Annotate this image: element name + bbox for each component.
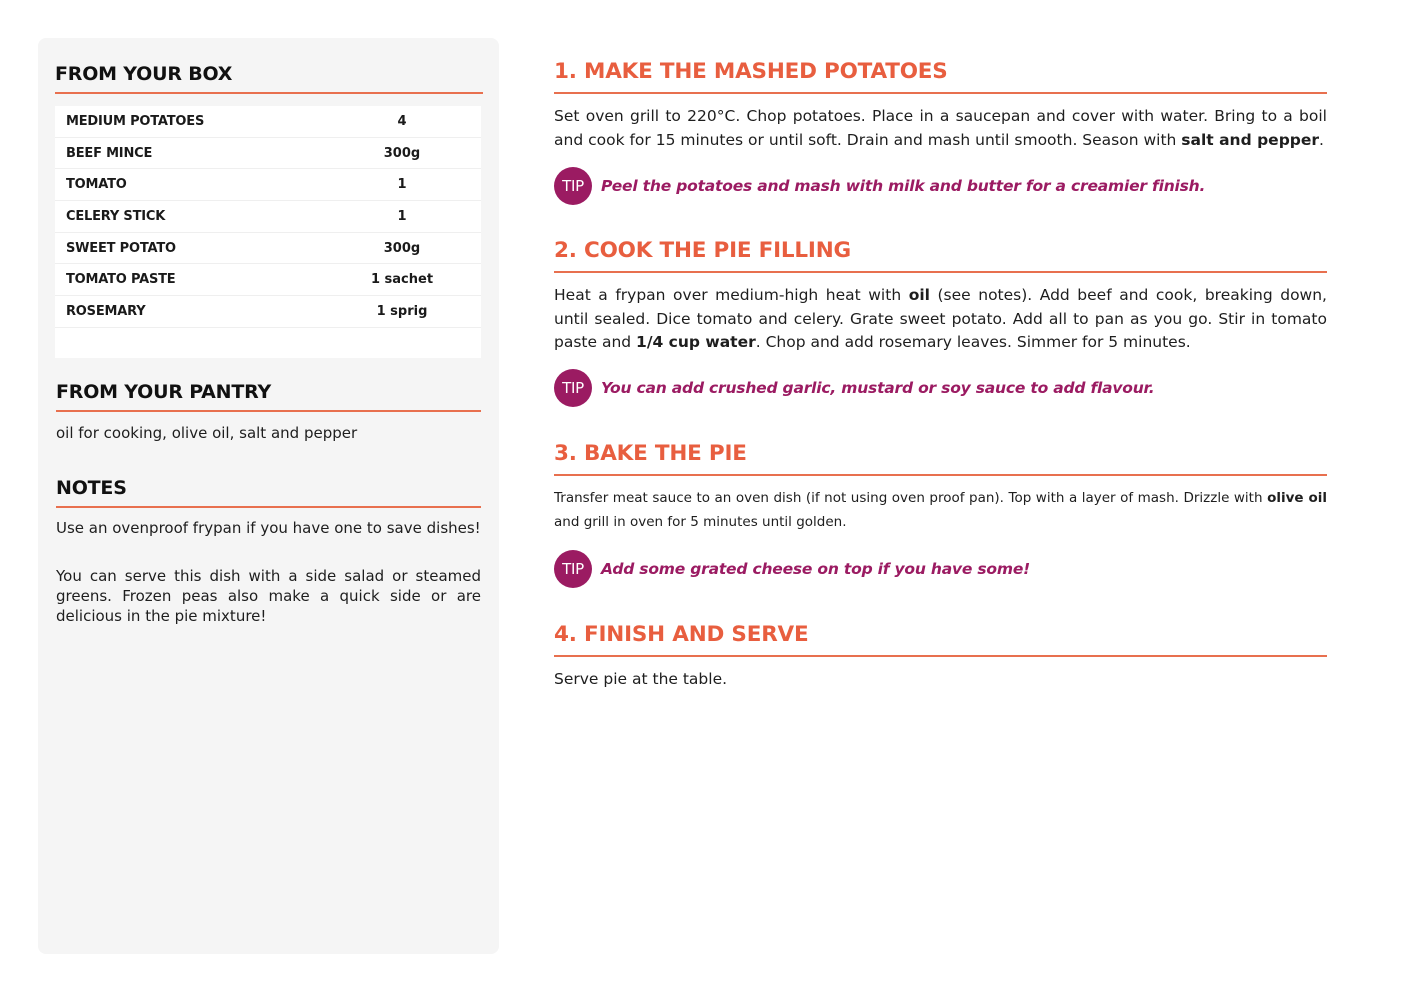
- tip-text: Add some grated cheese on top if you have some!: [601, 560, 1031, 578]
- step-2-title: 2. COOK THE PIE FILLING: [554, 238, 851, 263]
- note-paragraph: Use an ovenproof frypan if you have one to save dishes!: [56, 519, 481, 537]
- tip-badge: TIP: [554, 167, 592, 205]
- table-row: [55, 106, 481, 138]
- table-row: [55, 138, 481, 170]
- note-paragraph: You can serve this dish with a side salad or steamed greens. Frozen peas also make a quick side or are delicious in the pie mixture!: [56, 567, 481, 625]
- step-4-instructions: Serve pie at the table.: [554, 670, 728, 688]
- step-1-instructions: Set oven grill to 220°C. Chop potatoes. Place in a saucepan and cover with water. Bring to a boil and cook for 15 minutes or until soft. Drain and mash until smooth. Season with salt and pepper.: [554, 107, 1327, 149]
- table-row: [55, 264, 481, 296]
- heading-divider: [56, 506, 481, 508]
- tip-badge: TIP: [554, 550, 592, 588]
- from-your-pantry-heading: FROM YOUR PANTRY: [56, 381, 272, 403]
- step-divider: [554, 655, 1327, 657]
- table-row: [55, 233, 481, 265]
- ingredient-quantity: 300g: [383, 145, 421, 161]
- table-row: [55, 169, 481, 201]
- table-row: [55, 296, 481, 328]
- ingredient-name: TOMATO PASTE: [66, 272, 176, 288]
- ingredient-name: MEDIUM POTATOES: [66, 113, 205, 129]
- ingredient-name: CELERY STICK: [66, 208, 166, 224]
- tip-text: You can add crushed garlic, mustard or soy sauce to add flavour.: [601, 379, 1155, 397]
- tip-badge: TIP: [554, 369, 592, 407]
- step-divider: [554, 474, 1327, 476]
- heading-divider: [55, 92, 483, 94]
- ingredient-name: BEEF MINCE: [66, 145, 153, 161]
- tip-text: Peel the potatoes and mash with milk and butter for a creamier finish.: [601, 177, 1206, 195]
- step-3-instructions: Transfer meat sauce to an oven dish (if not using oven proof pan). Top with a layer of mash. Drizzle with olive oil and grill in oven for 5 minutes until golden.: [554, 490, 1328, 530]
- ingredient-name: TOMATO: [66, 177, 127, 193]
- step-1-tip: [554, 167, 1205, 205]
- ingredients-table: [55, 106, 481, 358]
- ingredient-name: ROSEMARY: [66, 303, 146, 319]
- ingredient-name: SWEET POTATO: [66, 240, 176, 256]
- ingredient-quantity: 1 sprig: [376, 303, 428, 319]
- ingredients-sidebar: [38, 38, 499, 954]
- step-3-tip: [554, 550, 1030, 588]
- from-your-box-heading: FROM YOUR BOX: [55, 63, 233, 85]
- pantry-items: oil for cooking, olive oil, salt and pepper: [56, 424, 358, 442]
- step-divider: [554, 92, 1327, 94]
- step-divider: [554, 271, 1327, 273]
- ingredient-quantity: 300g: [383, 240, 421, 256]
- step-2-instructions: Heat a frypan over medium-high heat with oil (see notes). Add beef and cook, breaking down, until sealed. Dice tomato and celery. Grate sweet potato. Add all to pan as you go. Stir in tomato paste and 1/4 cup water. Chop and add rosemary leaves. Simmer for 5 minutes.: [554, 286, 1327, 351]
- step-2-tip: [554, 369, 1154, 407]
- ingredient-quantity: 1: [397, 208, 407, 224]
- ingredient-quantity: 4: [397, 113, 407, 129]
- ingredient-quantity: 1: [397, 177, 407, 193]
- table-row: [55, 201, 481, 233]
- heading-divider: [56, 410, 481, 412]
- step-3-title: 3. BAKE THE PIE: [554, 441, 747, 466]
- step-1-title: 1. MAKE THE MASHED POTATOES: [554, 59, 948, 84]
- ingredient-quantity: 1 sachet: [370, 272, 434, 288]
- notes-heading: NOTES: [56, 477, 127, 499]
- step-4-title: 4. FINISH AND SERVE: [554, 622, 809, 647]
